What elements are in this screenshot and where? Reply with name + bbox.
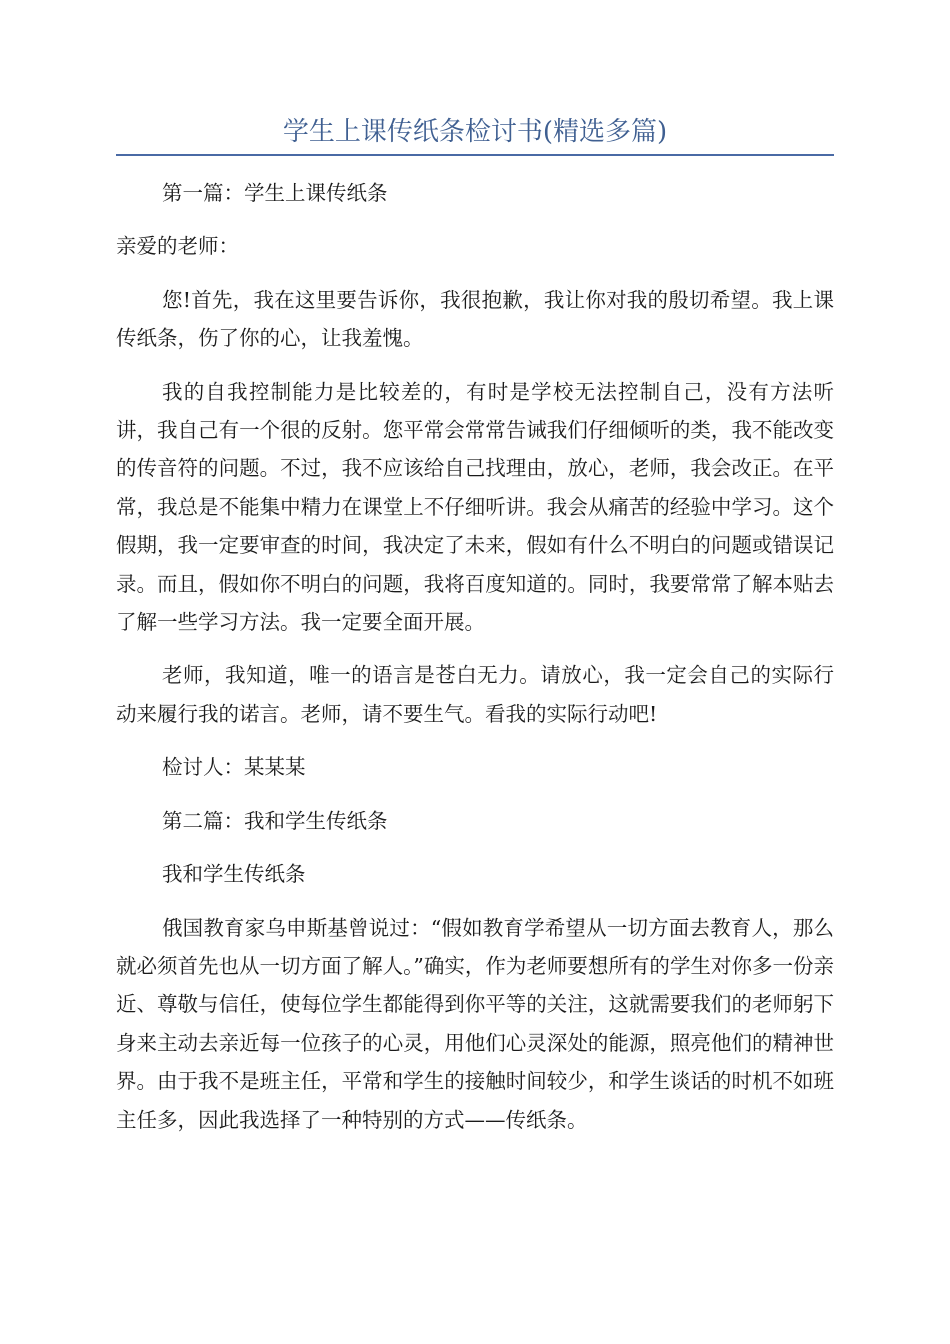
paragraph-5: 老师，我知道，唯一的语言是苍白无力。请放心，我一定会自己的实际行动来履行我的诺言。老师，请不要生气。看我的实际行动吧! — [116, 663, 834, 726]
document-page — [116, 112, 834, 1154]
document-title: 学生上课传纸条检讨书(精选多篇) — [282, 117, 668, 147]
paragraph-7: 第二篇：我和学生传纸条 — [162, 808, 388, 833]
paragraph-2: 亲爱的老师： — [116, 234, 239, 259]
paragraph-8: 我和学生传纸条 — [162, 862, 306, 887]
paragraph-4: 我的自我控制能力是比较差的，有时是学校无法控制自己，没有方法听讲，我自己有一个很的反射。您平常会常常告诫我们仔细倾听的类，我不能改变的传音符的问题。不过，我不应该给自己找理由，放心，老师，我会改正。在平常，我总是不能集中精力在课堂上不仔细听讲。我会从痛苦的经验中学习。这个假期，我一定要审查的时间，我决定了未来，假如有什么不明白的问题或错误记录。而且，假如你不明白的问题，我将百度知道的。同时，我要常常了解本贴去了解一些学习方法。我一定要全面开展。 — [116, 379, 834, 635]
title-underline — [116, 154, 834, 156]
paragraph-3: 您!首先，我在这里要告诉你，我很抱歉，我让你对我的殷切希望。我上课传纸条，伤了你的心，让我羞愧。 — [116, 287, 834, 351]
paragraph-6: 检讨人：某某某 — [162, 755, 306, 780]
paragraph-9: 俄国教育家乌申斯基曾说过：“假如教育学希望从一切方面去教育人，那么就必须首先也从一切方面了解人。”确实，作为老师要想所有的学生对你多一份亲近、尊敬与信任，使每位学生都能得到你平等的关注，这就需要我们的老师躬下身来主动去亲近每一位孩子的心灵，用他们心灵深处的能源，照亮他们的精神世界。由于我不是班主任，平常和学生的接触时间较少，和学生谈话的时机不如班主任多，因此我选择了一种特别的方式——传纸条。 — [116, 915, 834, 1132]
paragraph-1: 第一篇：学生上课传纸条 — [162, 181, 388, 205]
